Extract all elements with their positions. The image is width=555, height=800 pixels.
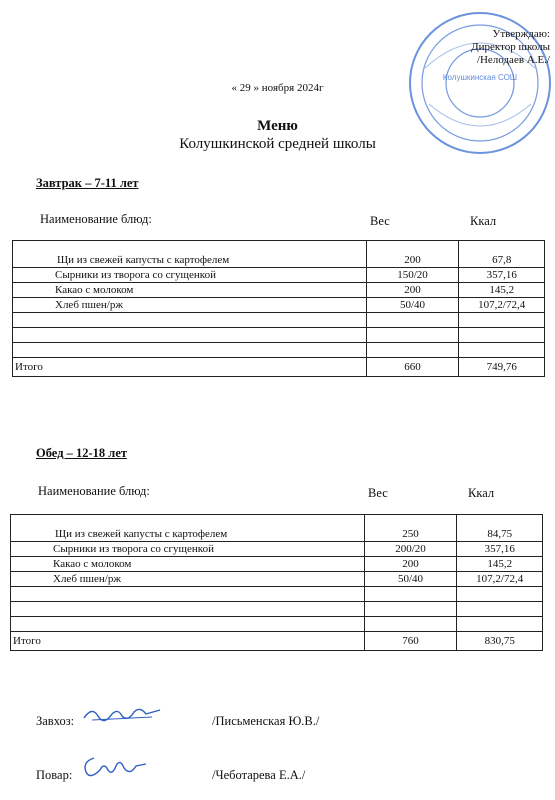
approval-line-1: Утверждаю: — [492, 28, 550, 40]
cook-name: /Чеботарева Е.А./ — [212, 768, 306, 782]
table-row — [11, 587, 543, 602]
dish-kcal-cell: 145,2 — [459, 283, 545, 298]
lunch-heading: Обед – 12-18 лет — [36, 446, 128, 460]
dish-weight-cell: 200 — [366, 283, 459, 298]
dish-name-cell — [13, 328, 367, 343]
dish-weight-cell: 200 — [364, 557, 457, 572]
dish-kcal-cell — [459, 343, 545, 358]
dish-name-cell: Щи из свежей капусты с картофелем — [11, 515, 365, 542]
dish-name-cell: Щи из свежей капусты с картофелем — [13, 241, 367, 268]
dish-kcal-cell: 107,2/72,4 — [459, 298, 545, 313]
storekeeper-name: /Письменская Ю.В./ — [212, 714, 320, 728]
dish-name-cell — [11, 617, 365, 632]
dish-weight-cell: 50/40 — [366, 298, 459, 313]
stamp-text: Колушкинская СОШ — [442, 73, 518, 82]
lunch-table — [10, 514, 543, 651]
approval-block — [430, 28, 550, 67]
total-row — [13, 358, 545, 377]
table-row — [11, 572, 543, 587]
dish-kcal-cell: 357,16 — [457, 542, 543, 557]
table-row — [13, 298, 545, 313]
dish-weight-cell: 200/20 — [364, 542, 457, 557]
dish-name-cell: Какао с молоком — [11, 557, 365, 572]
dish-kcal-cell — [459, 328, 545, 343]
table-row — [13, 328, 545, 343]
lunch-col-name: Наименование блюд: — [38, 484, 150, 498]
dish-kcal-cell: 357,16 — [459, 268, 545, 283]
table-row — [13, 283, 545, 298]
dish-weight-cell — [366, 313, 459, 328]
total-label-cell: Итого — [13, 358, 367, 377]
dish-weight-cell — [364, 617, 457, 632]
storekeeper-signature — [82, 704, 162, 726]
total-kcal-cell: 830,75 — [457, 632, 543, 651]
dish-kcal-cell: 67,8 — [459, 241, 545, 268]
lunch-col-kcal: Ккал — [468, 486, 495, 500]
table-row — [13, 241, 545, 268]
dish-kcal-cell: 107,2/72,4 — [457, 572, 543, 587]
approval-line-3: /Нелодаев А.Е./ — [476, 54, 550, 66]
total-row — [11, 632, 543, 651]
dish-kcal-cell — [459, 313, 545, 328]
table-row — [13, 343, 545, 358]
dish-kcal-cell — [457, 587, 543, 602]
dish-weight-cell — [366, 328, 459, 343]
table-row — [11, 557, 543, 572]
page-subtitle: Колушкинской средней школы — [179, 136, 376, 152]
table-row — [11, 602, 543, 617]
total-label-cell: Итого — [11, 632, 365, 651]
total-kcal-cell: 749,76 — [459, 358, 545, 377]
dish-kcal-cell: 84,75 — [457, 515, 543, 542]
dish-weight-cell: 150/20 — [366, 268, 459, 283]
approval-line-2: Директор школы — [471, 41, 550, 53]
breakfast-col-kcal: Ккал — [470, 214, 497, 228]
breakfast-table — [12, 240, 545, 377]
dish-kcal-cell: 145,2 — [457, 557, 543, 572]
dish-name-cell: Хлеб пшен/рж — [13, 298, 367, 313]
breakfast-heading: Завтрак – 7-11 лет — [36, 176, 139, 190]
dish-weight-cell: 200 — [366, 241, 459, 268]
dish-kcal-cell — [457, 617, 543, 632]
cook-label: Повар: — [36, 768, 73, 782]
dish-name-cell — [11, 587, 365, 602]
dish-name-cell — [13, 313, 367, 328]
lunch-col-weight: Вес — [368, 486, 388, 500]
dish-name-cell: Сырники из творога со сгущенкой — [11, 542, 365, 557]
storekeeper-label: Завхоз: — [36, 714, 75, 728]
dish-weight-cell — [366, 343, 459, 358]
dish-name-cell — [13, 343, 367, 358]
total-weight-cell: 760 — [364, 632, 457, 651]
cook-signature — [80, 752, 150, 782]
dish-weight-cell — [364, 602, 457, 617]
table-row — [13, 268, 545, 283]
dish-name-cell: Хлеб пшен/рж — [11, 572, 365, 587]
dish-weight-cell: 50/40 — [364, 572, 457, 587]
table-row — [11, 515, 543, 542]
page-title: Меню — [257, 118, 298, 134]
dish-weight-cell — [364, 587, 457, 602]
dish-kcal-cell — [457, 602, 543, 617]
dish-name-cell: Какао с молоком — [13, 283, 367, 298]
total-weight-cell: 660 — [366, 358, 459, 377]
breakfast-col-name: Наименование блюд: — [40, 212, 152, 226]
document-date: « 29 » ноября 2024г — [231, 82, 324, 94]
dish-weight-cell: 250 — [364, 515, 457, 542]
breakfast-col-weight: Вес — [370, 214, 390, 228]
table-row — [11, 542, 543, 557]
table-row — [13, 313, 545, 328]
dish-name-cell: Сырники из творога со сгущенкой — [13, 268, 367, 283]
dish-name-cell — [11, 602, 365, 617]
table-row — [11, 617, 543, 632]
